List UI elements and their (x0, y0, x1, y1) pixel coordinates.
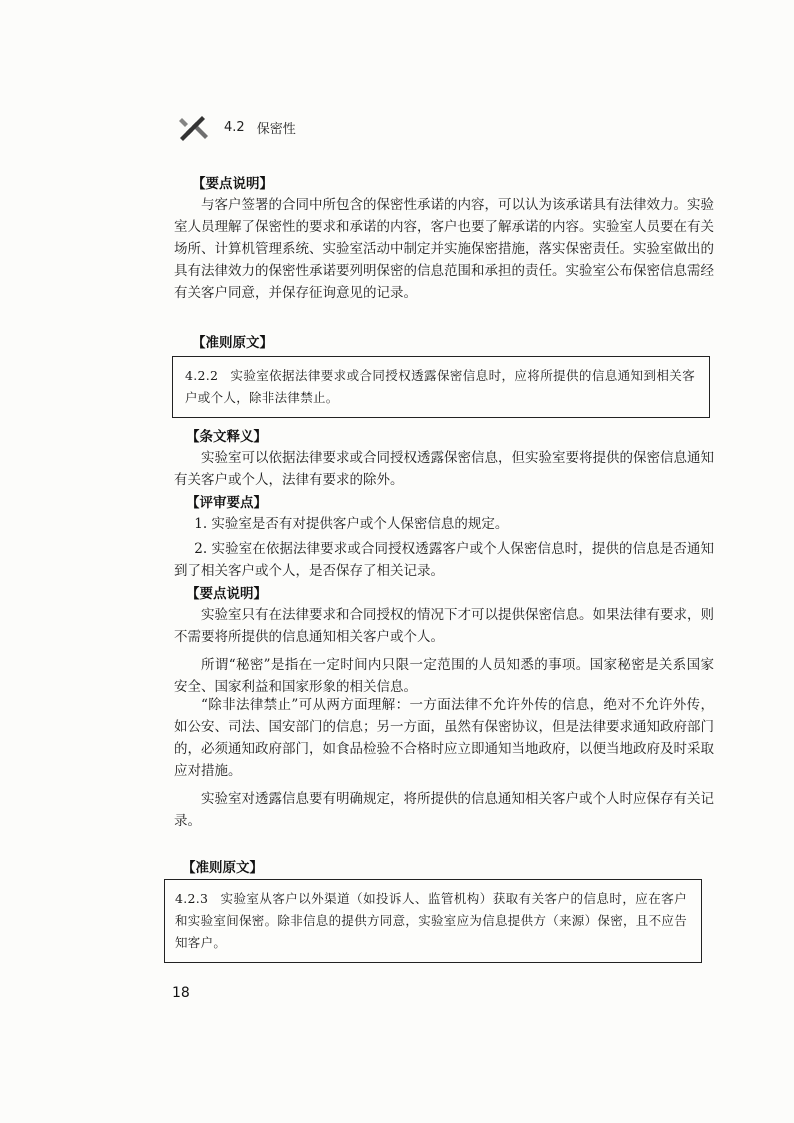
key-points-2-paragraph-4: 实验室对透露信息要有明确规定，将所提供的信息通知相关客户或个人时应保存有关记录。 (174, 791, 714, 829)
interpretation-heading: 【条文释义】 (186, 429, 267, 445)
clause-423-heading: 【准则原文】 (182, 860, 263, 876)
key-points-paragraph: 与客户签署的合同中所包含的保密性承诺的内容，可以认为该承诺具有法律效力。实验室人员理解了保密性的要求和承诺的内容，客户也要了解承诺的内容。实验室人员要在有关场所、计算机管理系统、实验室活动中制定并实施保密措施，落实保密责任。实验室做出的具有法律效力的保密性承诺要列明保密的信息范围和承担的责任。实验室公布保密信息需经有关客户同意，并保存征询意见的记录。 (174, 197, 714, 301)
clause-422-number: 4.2.2 (185, 368, 219, 383)
section-number: 4.2 (224, 119, 245, 135)
clause-423-text (175, 888, 687, 954)
clause-422-heading: 【准则原文】 (192, 335, 273, 351)
review-item-2: 2. 实验室在依据法律要求或合同授权透露客户或个人保密信息时，提供的信息是否通知到了相关客户或个人，是否保存了相关记录。 (174, 541, 714, 579)
clause-423-body: 实验室从客户以外渠道（如投诉人、监管机构）获取有关客户的信息时，应在客户和实验室间保密。除非信息的提供方同意，实验室应为信息提供方（来源）保密，且不应告知客户。 (175, 891, 688, 950)
clause-422-text (185, 365, 695, 409)
clause-422-body: 实验室依据法律要求或合同授权透露保密信息时，应将所提供的信息通知到相关客户或个人，除非法律禁止。 (185, 368, 695, 405)
chapter-logo-icon (176, 112, 216, 142)
page-number: 18 (172, 985, 190, 1001)
key-points-2-paragraph-2: 所谓“秘密”是指在一定时间内只限一定范围的人员知悉的事项。国家秘密是关系国家安全、国家利益和国家形象的相关信息。 (174, 657, 714, 695)
key-points-heading: 【要点说明】 (192, 176, 273, 192)
running-header (176, 112, 296, 142)
review-item-1: 1. 实验室是否有对提供客户或个人保密信息的规定。 (194, 516, 509, 532)
section-title: 保密性 (256, 121, 296, 137)
interpretation-paragraph: 实验室可以依据法律要求或合同授权透露保密信息，但实验室要将提供的保密信息通知有关客户或个人，法律有要求的除外。 (174, 450, 714, 488)
clause-423-number: 4.2.3 (175, 891, 209, 906)
key-points-2-paragraph-1: 实验室只有在法律要求和合同授权的情况下才可以提供保密信息。如果法律有要求，则不需要将所提供的信息通知相关客户或个人。 (174, 607, 714, 645)
review-heading: 【评审要点】 (186, 495, 267, 511)
key-points-2-heading: 【要点说明】 (186, 586, 267, 602)
key-points-2-paragraph-3: “除非法律禁止”可从两方面理解：一方面法律不允许外传的信息，绝对不允许外传，如公安、司法、国安部门的信息；另一方面，虽然有保密协议，但是法律要求通知政府部门的，必须通知政府部门，如食品检验不合格时应立即通知当地政府，以便当地政府及时采取应对措施。 (174, 697, 714, 779)
clause-422-box (172, 356, 710, 418)
clause-423-box (164, 879, 702, 963)
